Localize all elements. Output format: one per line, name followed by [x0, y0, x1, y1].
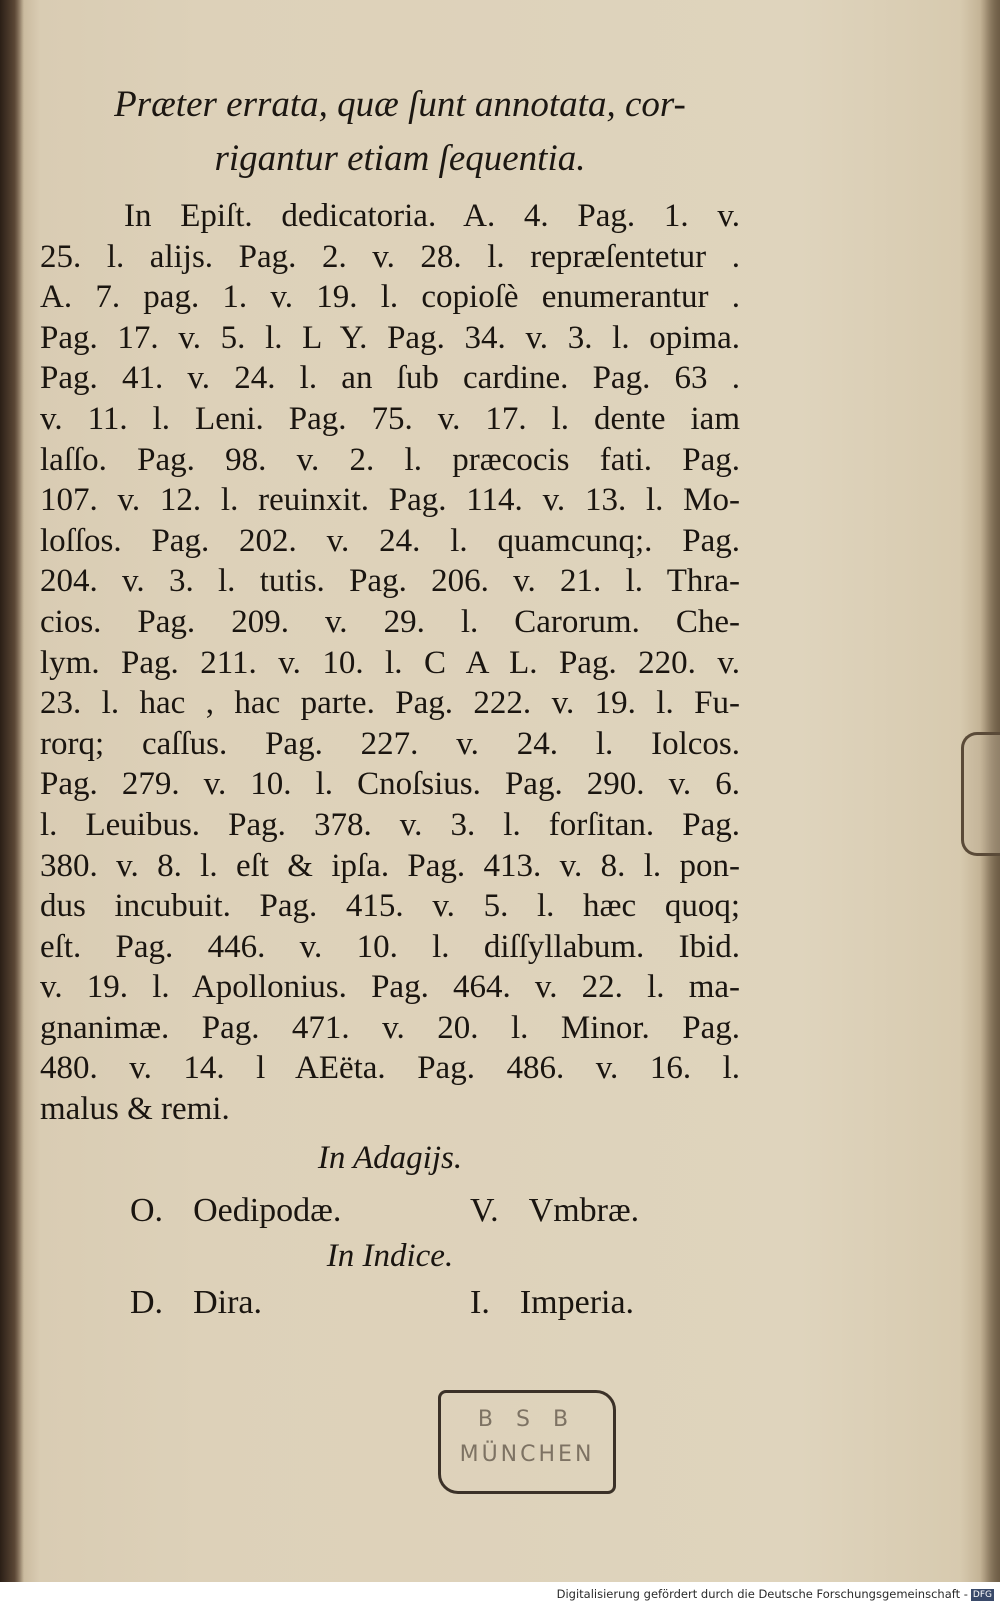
body-line: lym. Pag. 211. v. 10. l. C A L. Pag. 220. v. [40, 644, 740, 681]
entry-letter: I. [470, 1284, 490, 1321]
body-line: loſſos. Pag. 202. v. 24. l. quamcunq;. Pag. [40, 522, 740, 559]
left-binding-shadow [0, 0, 24, 1582]
body-line: v. 19. l. Apollonius. Pag. 464. v. 22. l. ma- [40, 969, 740, 1006]
adagia-heading: In Adagijs. [317, 1140, 463, 1176]
body-line: In Epiſt. dedicatoria. A. 4. Pag. 1. v. [124, 198, 740, 234]
errata-body [40, 196, 740, 1130]
stamp-line-1: B S B [477, 1407, 577, 1432]
body-line: 23. l. hac , hac parte. Pag. 222. v. 19. l. Fu- [40, 685, 740, 722]
body-line: Pag. 17. v. 5. l. L Y. Pag. 34. v. 3. l. opima. [40, 319, 740, 356]
body-line: 380. v. 8. l. eſt & ipſa. Pag. 413. v. 8. l. pon- [40, 847, 740, 884]
body-line: Pag. 279. v. 10. l. Cnoſsius. Pag. 290. v. 6. [40, 766, 740, 803]
digitization-footer [0, 1582, 1000, 1607]
body-line: malus & remi. [40, 1091, 230, 1128]
entry-letter: O. [130, 1192, 164, 1229]
body-line: 107. v. 12. l. reuinxit. Pag. 114. v. 13. l. Mo- [40, 482, 740, 519]
body-line: rorq; caſſus. Pag. 227. v. 24. l. Iolcos. [40, 725, 740, 762]
heading-line-1: Præter errata, quæ ſunt annotata, cor- [114, 84, 686, 125]
footer-text: Digitalisierung gefördert durch die Deutsche Forschungsgemeinschaft - [556, 1587, 968, 1601]
entry-word: Dira. [193, 1284, 262, 1321]
body-line: Pag. 41. v. 24. l. an ſub cardine. Pag. 63 . [40, 360, 740, 397]
index-entry [130, 1284, 470, 1322]
body-line: A. 7. pag. 1. v. 19. l. copioſè enumerantur . [40, 279, 740, 316]
body-line: l. Leuibus. Pag. 378. v. 3. l. forſitan. Pag. [40, 806, 740, 843]
heading-line-2: rigantur etiam ſequentia. [214, 138, 586, 179]
index-row [130, 1284, 750, 1322]
entry-word: Vmbræ. [528, 1192, 640, 1229]
adagia-row [130, 1192, 750, 1230]
dfg-logo: DFG [972, 1589, 992, 1600]
entry-word: Oedipodæ. [193, 1192, 342, 1229]
stamp-line-2: MÜNCHEN [459, 1442, 595, 1467]
body-line: cios. Pag. 209. v. 29. l. Carorum. Che- [40, 603, 740, 640]
entry-letter: V. [470, 1192, 499, 1229]
page-tab-marker [961, 732, 1000, 856]
body-line: dus incubuit. Pag. 415. v. 5. l. hæc quoq; [40, 888, 740, 925]
library-stamp [438, 1390, 616, 1494]
body-line: eſt. Pag. 446. v. 10. l. diſſyllabum. Ibid. [40, 928, 740, 965]
index-entry [470, 1284, 634, 1322]
body-line: 480. v. 14. l AEëta. Pag. 486. v. 16. l. [40, 1050, 740, 1087]
body-line: v. 11. l. Leni. Pag. 75. v. 17. l. dente iam [40, 400, 740, 437]
adagia-entry [130, 1192, 470, 1230]
index-heading: In Indice. [326, 1238, 454, 1274]
body-line: gnanimæ. Pag. 471. v. 20. l. Minor. Pag. [40, 1009, 740, 1046]
body-line: 204. v. 3. l. tutis. Pag. 206. v. 21. l. Thra- [40, 563, 740, 600]
adagia-entry [470, 1192, 639, 1230]
entry-word: Imperia. [519, 1284, 635, 1321]
body-line: 25. l. alijs. Pag. 2. v. 28. l. repræſentetur . [40, 238, 740, 275]
entry-letter: D. [130, 1284, 164, 1321]
errata-heading [60, 78, 740, 186]
body-line: laſſo. Pag. 98. v. 2. l. præcocis fati. Pag. [40, 441, 740, 478]
